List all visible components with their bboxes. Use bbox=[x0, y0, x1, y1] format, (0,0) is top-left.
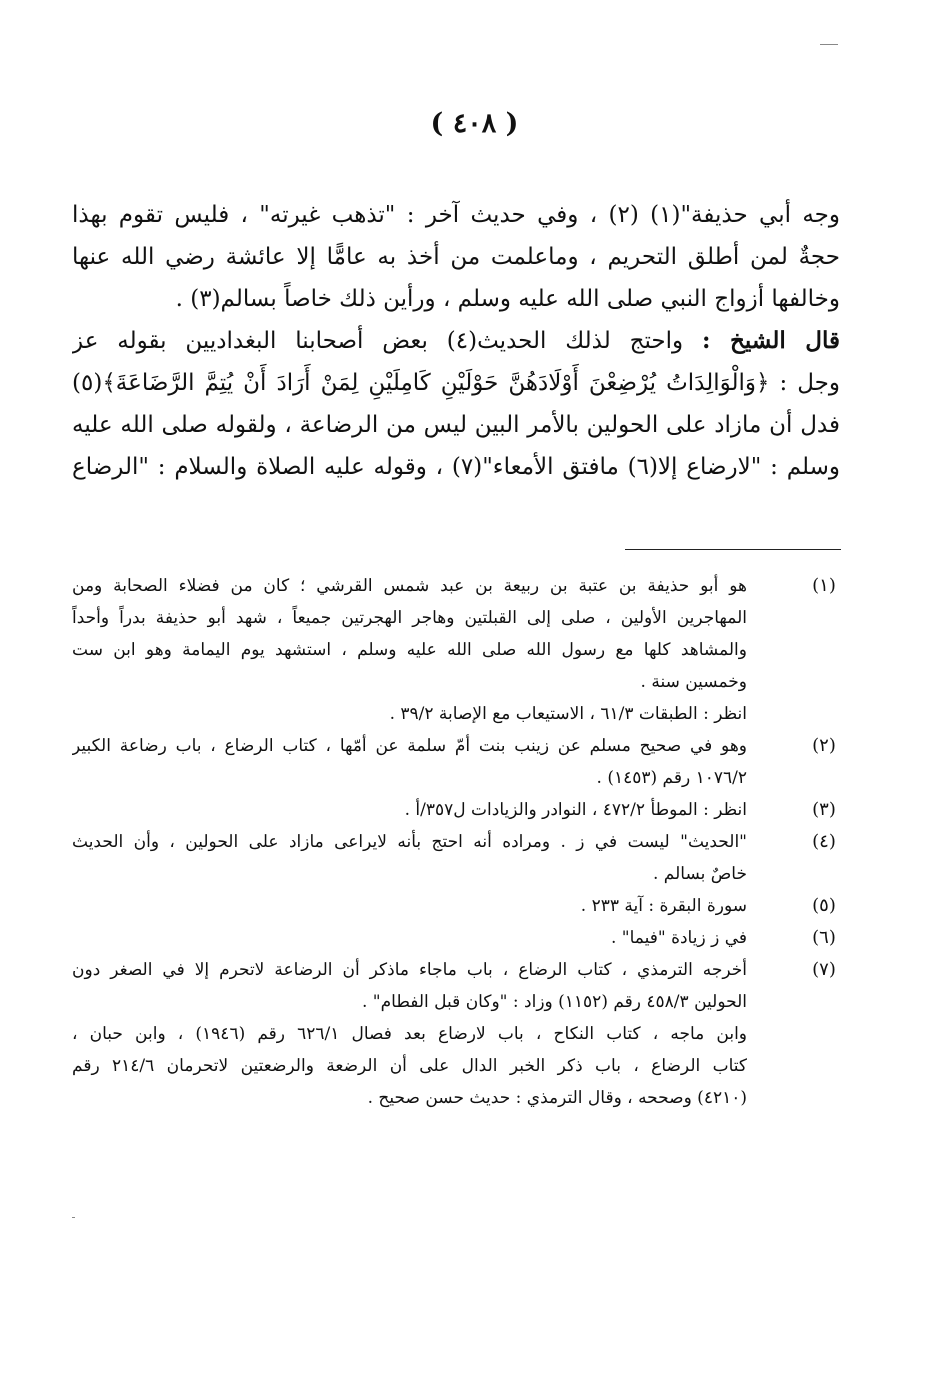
footnote-line: خاصٌ بسالم . bbox=[652, 864, 747, 884]
footnote-number: (٥) bbox=[812, 895, 836, 916]
footnote-line: المهاجرين الأولين ، صلى إلى القبلتين وهاجر الهجرتين جميعاً ، شهد أبو حذيفة بدراً وأحداً bbox=[72, 608, 747, 628]
footnote-line: أخرجه الترمذي ، كتاب الرضاع ، باب ماجاء ماذكر أن الرضاعة لاتحرم إلا في الصغر دون bbox=[72, 960, 747, 980]
footnote-line: والمشاهد كلها مع رسول الله صلى الله عليه وسلم ، استشهد يوم اليمامة وهو ابن ست bbox=[72, 640, 747, 660]
footnote bbox=[72, 730, 842, 794]
footnote bbox=[72, 922, 842, 954]
footnote-line: كتاب الرضاع ، باب ذكر الخبر الدال على أن الرضعة والرضعتين لاتحرمان ٢١٤/٦ رقم bbox=[72, 1056, 747, 1076]
footnote-line: ١٠٧٦/٢ رقم (١٤٥٣) . bbox=[596, 768, 747, 788]
footnote-line: في ز زيادة "فيما" . bbox=[610, 928, 747, 948]
text-line: حجةٌ لمن أطلق التحريم ، وماعلمت من أخذ به عامًّا إلا عائشة رضي الله عنها bbox=[72, 244, 840, 270]
text-span: واحتج لذلك الحديث(٤) بعض أصحابنا البغداديين بقوله عز bbox=[72, 328, 684, 354]
speaker-label: قال الشيخ : bbox=[701, 327, 840, 354]
footnotes bbox=[72, 570, 842, 1114]
footnote-line: وهو في صحيح مسلم عن زينب بنت أمّ سلمة عن أمّها ، كتاب الرضاع ، باب رضاعة الكبير bbox=[72, 736, 747, 756]
footnote-line: سورة البقرة : آية ٢٣٣ . bbox=[580, 896, 747, 916]
main-text bbox=[72, 194, 840, 488]
footnote-number: (٦) bbox=[812, 927, 836, 948]
footnote bbox=[72, 890, 842, 922]
scan-artifact bbox=[72, 1217, 75, 1218]
text-line: فدل أن مازاد على الحولين بالأمر البين ليس من الرضاعة ، ولقوله صلى الله عليه bbox=[72, 412, 840, 438]
footnote-number: (١) bbox=[812, 575, 836, 596]
footnote-separator bbox=[625, 549, 841, 550]
footnote bbox=[72, 826, 842, 890]
footnote-number: (٣) bbox=[812, 799, 836, 820]
footnote-line: وابن ماجه ، كتاب النكاح ، باب لارضاع بعد فصال ٦٢٦/١ رقم (١٩٤٦) ، وابن حبان ، bbox=[72, 1024, 747, 1044]
footnote-line: انظر : الموطأ ٤٧٢/٢ ، النوادر والزيادات ل٣٥٧/أ . bbox=[404, 800, 747, 820]
footnote-line: (٤٢١٠) وصححه ، وقال الترمذي : حديث حسن صحيح . bbox=[367, 1088, 747, 1108]
text-line bbox=[72, 320, 840, 362]
footnote-line: هو أبو حذيفة بن عتبة بن ربيعة بن عبد شمس القرشي ؛ كان من فضلاء الصحابة ومن bbox=[72, 576, 747, 596]
page-number: ( ٤٠٨ ) bbox=[430, 108, 519, 139]
text-line: وجه أبي حذيفة"(١) (٢) ، وفي حديث آخر : "تذهب غيرته" ، فليس تقوم بهذا bbox=[72, 202, 840, 228]
text-line: وخالفها أزواج النبي صلى الله عليه وسلم ، ورأين ذلك خاصاً بسالم(٣) . bbox=[175, 286, 840, 312]
text-line: وسلم : "لارضاع إلا(٦) مافتق الأمعاء"(٧) ، وقوله عليه الصلاة والسلام : "الرضاع bbox=[72, 454, 840, 480]
footnote-number: (٧) bbox=[812, 959, 836, 980]
footnote-line: الحولين ٤٥٨/٣ رقم (١١٥٢) وزاد : "وكان قبل الفطام" . bbox=[361, 992, 747, 1012]
footnote-number: (٤) bbox=[812, 831, 836, 852]
footnote-line: "الحديث" ليست في ز . ومراده أنه احتج بأنه لايراعى مازاد على الحولين ، وأن الحديث bbox=[72, 832, 747, 852]
footnote bbox=[72, 570, 842, 730]
footnote bbox=[72, 794, 842, 826]
footnote-number: (٢) bbox=[812, 735, 836, 756]
footnote bbox=[72, 954, 842, 1114]
footnote-line: انظر : الطبقات ٦١/٣ ، الاستيعاب مع الإصابة ٣٩/٢ . bbox=[389, 704, 747, 724]
text-line: وجل : ﴿وَالْوَالِدَاتُ يُرْضِعْنَ أَوْلَادَهُنَّ حَوْلَيْنِ كَامِلَيْنِ لِمَنْ أَرَادَ أَنْ يُتِمَّ الرَّضَاعَةَ﴾(٥) bbox=[72, 370, 840, 396]
footnote-line: وخمسين سنة . bbox=[640, 672, 747, 692]
scan-artifact bbox=[820, 44, 838, 45]
